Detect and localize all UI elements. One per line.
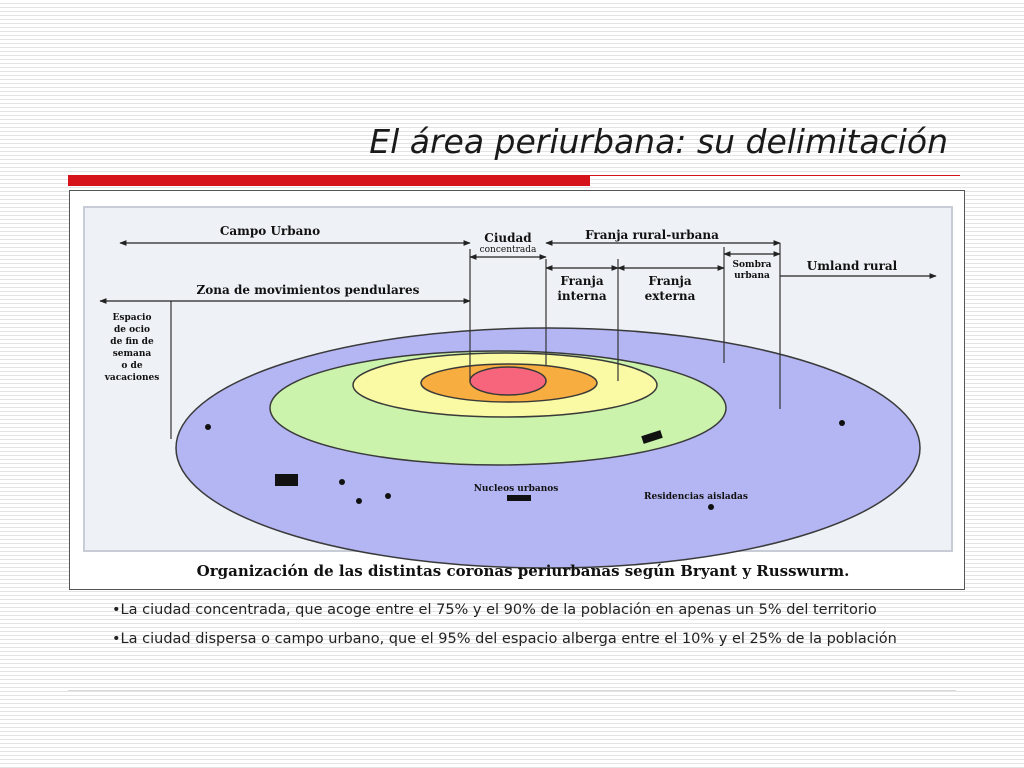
label-zona-pendulares: Zona de movimientos pendulares [196,283,420,297]
isolated-residence-dot [339,479,345,485]
isolated-residence-dot [708,504,714,510]
label-franja-rural-urbana: Franja rural-urbana [585,228,719,242]
label-ciudad: Ciudad [484,231,532,245]
urban-nucleus-marker [507,495,531,501]
urban-nucleus-marker [275,474,298,486]
label-espacio-line: vacaciones [104,373,160,383]
isolated-residence-dot [839,420,845,426]
label-sombra-2: urbana [734,271,770,281]
label-umland: Umland rural [806,259,898,273]
bottom-divider [68,690,956,691]
label-espacio-line: o de [121,361,143,371]
bullet-item: •La ciudad dispersa o campo urbano, que el 95% del espacio alberga entre el 10% y el 25% de la población [112,631,897,647]
label-franja-externa-2: externa [644,289,696,303]
periurban-diagram [69,190,965,590]
label-franja-interna-1: Franja [560,274,604,288]
title-underline-thin [590,175,960,176]
label-espacio-line: de fin de [110,337,154,347]
title-underline-red [68,175,590,186]
isolated-residence-dot [205,424,211,430]
label-concentrada: concentrada [479,245,537,255]
diagram-svg [70,191,964,589]
label-espacio-line: Espacio [112,313,152,323]
label-sombra-1: Sombra [732,260,772,270]
bullet-list [112,600,964,658]
isolated-residence-dot [385,493,391,499]
slide-title: El área periurbana: su delimitación [369,122,948,161]
label-espacio-line: semana [112,349,152,359]
label-franja-externa-1: Franja [648,274,692,288]
label-espacio-line: de ocio [113,325,151,335]
label-residencias-aisladas: Residencias aisladas [644,492,748,502]
diagram-caption: Organización de las distintas coronas periurbanas según Bryant y Russwurm. [196,562,850,580]
isolated-residence-dot [356,498,362,504]
label-nucleos-urbanos: Nucleos urbanos [473,484,559,494]
label-campo-urbano: Campo Urbano [219,224,321,238]
bullet-item: •La ciudad concentrada, que acoge entre el 75% y el 90% de la población en apenas un 5% del territorio [112,602,877,618]
label-franja-interna-2: interna [557,289,607,303]
city-core [470,367,546,395]
